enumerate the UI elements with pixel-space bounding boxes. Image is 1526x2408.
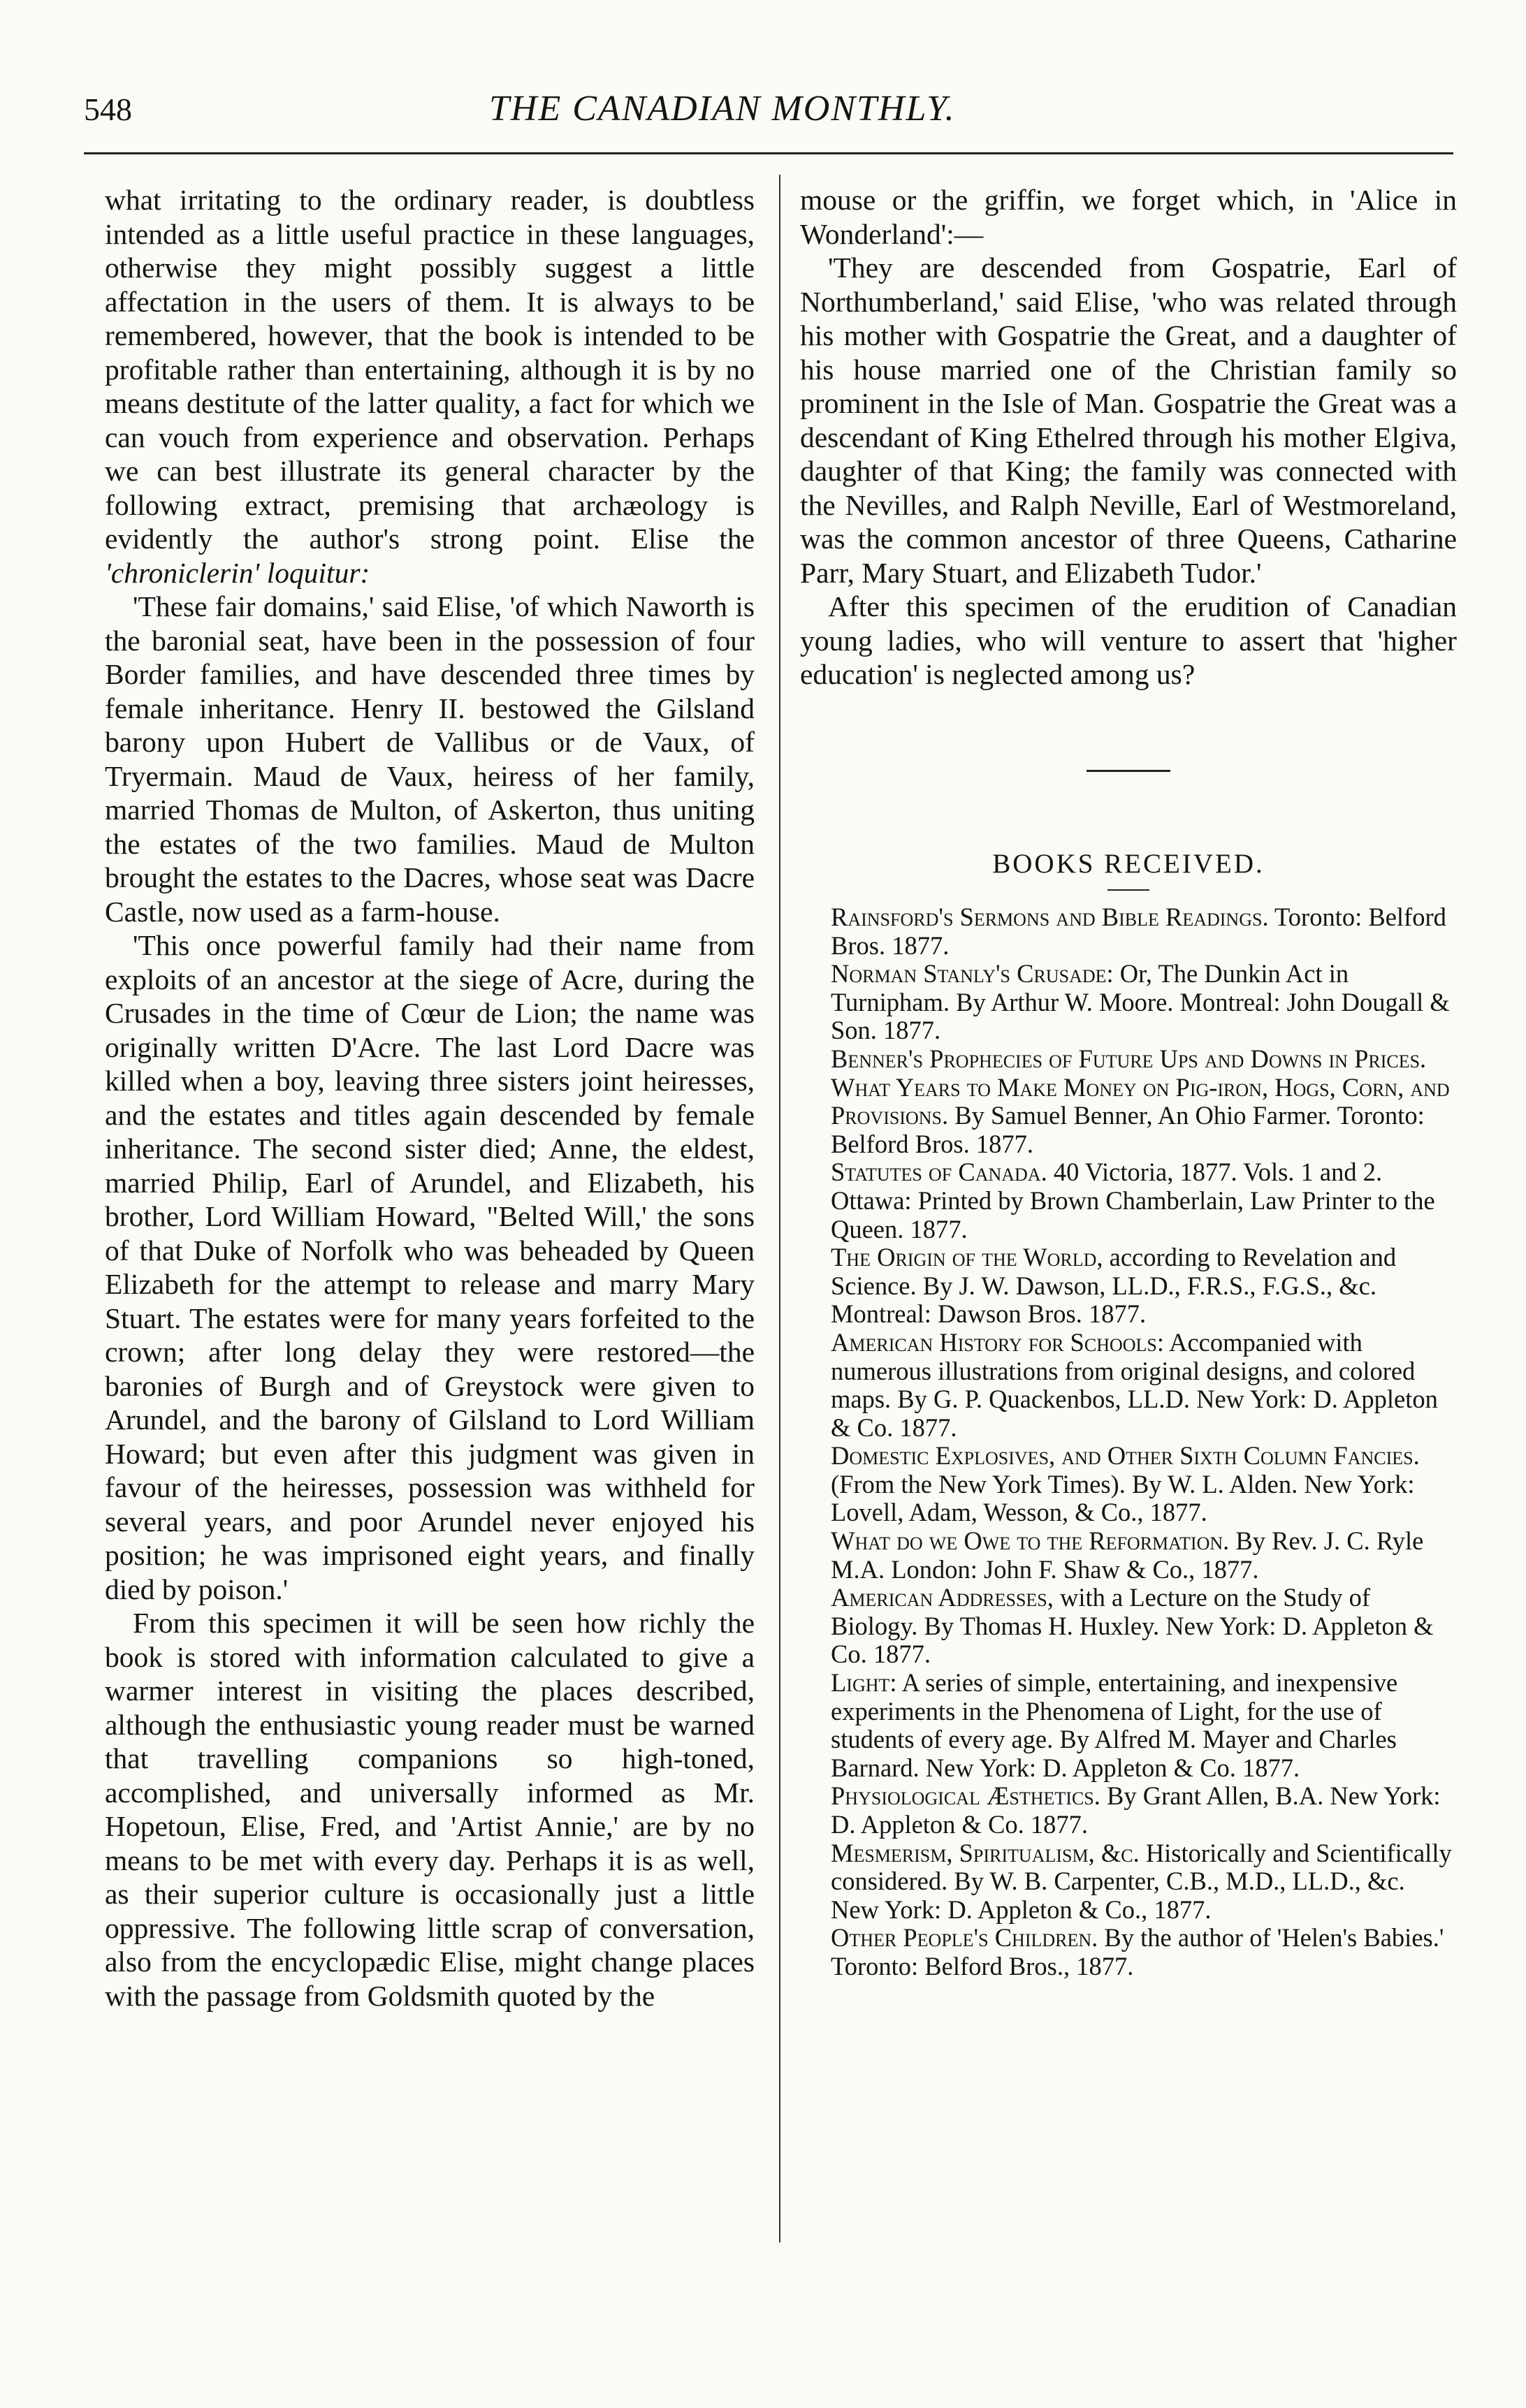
book-entry: [800, 1924, 1457, 1980]
book-entry: [800, 1045, 1457, 1158]
paragraph: From this specimen it will be seen how richly the book is stored with information calculated to give a warmer interest in visiting the places described, although the enthusiastic young reader must be warned that travelling companions so high-toned, accomplished, and universally informed as Mr. Hopetoun, Elise, Fred, and 'Artist Annie,' are by no means to be met with every day. Perhaps it is as well, as their superior culture is occasionally just a little oppressive. The following little scrap of conversation, also from the encyclopædic Elise, might change places with the passage from Goldsmith quoted by the: [105, 1607, 755, 2012]
book-entry: [800, 1782, 1457, 1839]
books-list: [800, 903, 1457, 1981]
book-details: By Rev. J. C. Ryle M.A. London: John F. Shaw & Co., 1877.: [831, 1526, 1424, 1584]
book-entry: [800, 1158, 1457, 1243]
running-title: THE CANADIAN MONTHLY.: [489, 89, 956, 129]
paragraph: After this specimen of the erudition of Canadian young ladies, who will venture to assert that 'higher education' is neglected among us?: [800, 590, 1457, 690]
book-details: according to Revelation and Science. By J. W. Dawson, LL.D., F.R.S., F.G.S., &c. Montreal: Dawson Bros. 1877.: [831, 1243, 1397, 1329]
book-entry: [800, 1584, 1457, 1669]
page-header: [84, 84, 1446, 140]
book-details: A series of simple, entertaining, and inexpensive experiments in the Phenomena of Light, for the use of students of every age. By Alfred M. Mayer and Charles Barnard. New York: D. Appleton & Co. 1877.: [831, 1668, 1398, 1782]
book-entry: [800, 1243, 1457, 1329]
book-entry: [800, 960, 1457, 1045]
paragraph-text: what irritating to the ordinary reader, is doubtless intended as a little useful practice in these languages, otherwise they might possibly suggest a little affectation in the users of them. It is always to be remembered, however, that the book is intended to be profitable rather than entertaining, although it is by no means destitute of the latter quality, a fact for which we can vouch from experience and observation. Perhaps we can best illustrate its general character by the following extract, premising that archæology is evidently the author's strong point. Elise the: [105, 184, 755, 555]
book-title: Benner's Prophecies of Future Ups and Downs in Prices. What Years to Make Money on Pig-iron, Hogs, Corn, and Provisions.: [831, 1044, 1450, 1130]
header-rule: [84, 152, 1453, 154]
book-title: Statutes of Canada.: [831, 1158, 1047, 1187]
book-title: American History for Schools:: [831, 1327, 1165, 1357]
right-column: [800, 183, 1457, 1981]
book-entry: [800, 1442, 1457, 1527]
book-title: Light:: [831, 1668, 897, 1698]
section-divider: [1087, 770, 1170, 772]
book-details: Historically and Scientifically considered. By W. B. Carpenter, C.B., M.D., LL.D., &c. New York: D. Appleton & Co., 1877.: [831, 1838, 1452, 1924]
book-title: Other People's Children.: [831, 1923, 1098, 1953]
book-title: Rainsford's Sermons and Bible Readings.: [831, 903, 1269, 931]
book-title: American Addresses,: [831, 1583, 1054, 1612]
book-title: Domestic Explosives, and Other Sixth Column Fancies.: [831, 1441, 1420, 1471]
book-title: The Origin of the World,: [831, 1243, 1103, 1272]
book-entry: [800, 1329, 1457, 1442]
paragraph: 'This once powerful family had their name from exploits of an ancestor at the siege of Acre, during the Crusades in the time of Cœur de Lion; the name was originally written D'Acre. The last Lord Dacre was killed when a boy, leaving three sisters joint heiresses, and the estates and titles again descended by female inheritance. The second sister died; Anne, the eldest, married Philip, Earl of Arundel, and Elizabeth, his brother, Lord William Howard, "Belted Will,' the sons of that Duke of Norfolk who was beheaded by Queen Elizabeth for the attempt to release and marry Mary Stuart. The estates were for many years forfeited to the crown; after long delay they were restored—the baronies of Burgh and of Greystock were given to Arundel, and the barony of Gilsland to Lord William Howard; but even after this judgment was given in favour of the heiresses, possession was withheld for several years, and poor Arundel never enjoyed his position; he was imprisoned eight years, and finally died by poison.': [105, 929, 755, 1605]
book-title: Norman Stanly's Crusade:: [831, 959, 1114, 988]
left-column: [105, 183, 755, 2013]
book-details: By Grant Allen, B.A. New York: D. Appleton & Co. 1877.: [831, 1781, 1441, 1839]
book-entry: [800, 1527, 1457, 1584]
book-details: By the author of 'Helen's Babies.' Toronto: Belford Bros., 1877.: [831, 1923, 1444, 1980]
book-details: Or, The Dunkin Act in Turnipham. By Arthur W. Moore. Montreal: John Dougall & Son. 1877.: [831, 959, 1450, 1045]
book-details: with a Lecture on the Study of Biology. By Thomas H. Huxley. New York: D. Appleton & Co. 1877.: [831, 1583, 1434, 1669]
books-received-heading: BOOKS RECEIVED.: [992, 848, 1265, 879]
paragraph: [105, 183, 755, 590]
column-divider: [779, 175, 780, 2242]
book-details: By Samuel Benner, An Ohio Farmer. Toronto: Belford Bros. 1877.: [831, 1101, 1425, 1158]
page-number: 548: [84, 92, 132, 127]
book-entry: [800, 1669, 1457, 1782]
heading-rule: [1107, 889, 1149, 891]
book-title: Physiological Æsthetics.: [831, 1781, 1100, 1811]
book-details: Accompanied with numerous illustrations from original designs, and colored maps. By G. P. Quackenbos, LL.D. New York: D. Appleton & Co. 1877.: [831, 1327, 1438, 1442]
book-title: What do we Owe to the Reformation.: [831, 1526, 1230, 1556]
book-details: (From the New York Times). By W. L. Alden. New York: Lovell, Adam, Wesson, & Co., 1877.: [831, 1469, 1415, 1527]
book-details: Toronto: Belford Bros. 1877.: [831, 903, 1446, 960]
paragraph: mouse or the griffin, we forget which, in 'Alice in Wonderland':—: [800, 184, 1457, 250]
book-details: 40 Victoria, 1877. Vols. 1 and 2. Ottawa: Printed by Brown Chamberlain, Law Printer to the Queen. 1877.: [831, 1158, 1435, 1243]
paragraph: 'These fair domains,' said Elise, 'of which Naworth is the baronial seat, have been in the possession of four Border families, and have descended three times by female inheritance. Henry II. bestowed the Gilsland barony upon Hubert de Vallibus or de Vaux, of Tryermain. Maud de Vaux, heiress of her family, married Thomas de Multon, of Askerton, thus uniting the estates of the two families. Maud de Multon brought the estates to the Dacres, whose seat was Dacre Castle, now used as a farm-house.: [105, 590, 755, 928]
italic-phrase: 'chroniclerin' loquitur:: [105, 556, 370, 589]
book-entry: [800, 903, 1457, 960]
paragraph: 'They are descended from Gospatrie, Earl of Northumberland,' said Elise, 'who was related through his mother with Gospatrie the Great, and a daughter of his house married one of the Christian family so prominent in the Isle of Man. Gospatrie the Great was a descendant of King Ethelred through his mother Elgiva, daughter of that King; the family was connected with the Nevilles, and Ralph Neville, Earl of Westmoreland, was the common ancestor of three Queens, Catharine Parr, Mary Stuart, and Elizabeth Tudor.': [800, 251, 1457, 589]
book-title: Mesmerism, Spiritualism, &c.: [831, 1838, 1140, 1867]
book-entry: [800, 1839, 1457, 1925]
